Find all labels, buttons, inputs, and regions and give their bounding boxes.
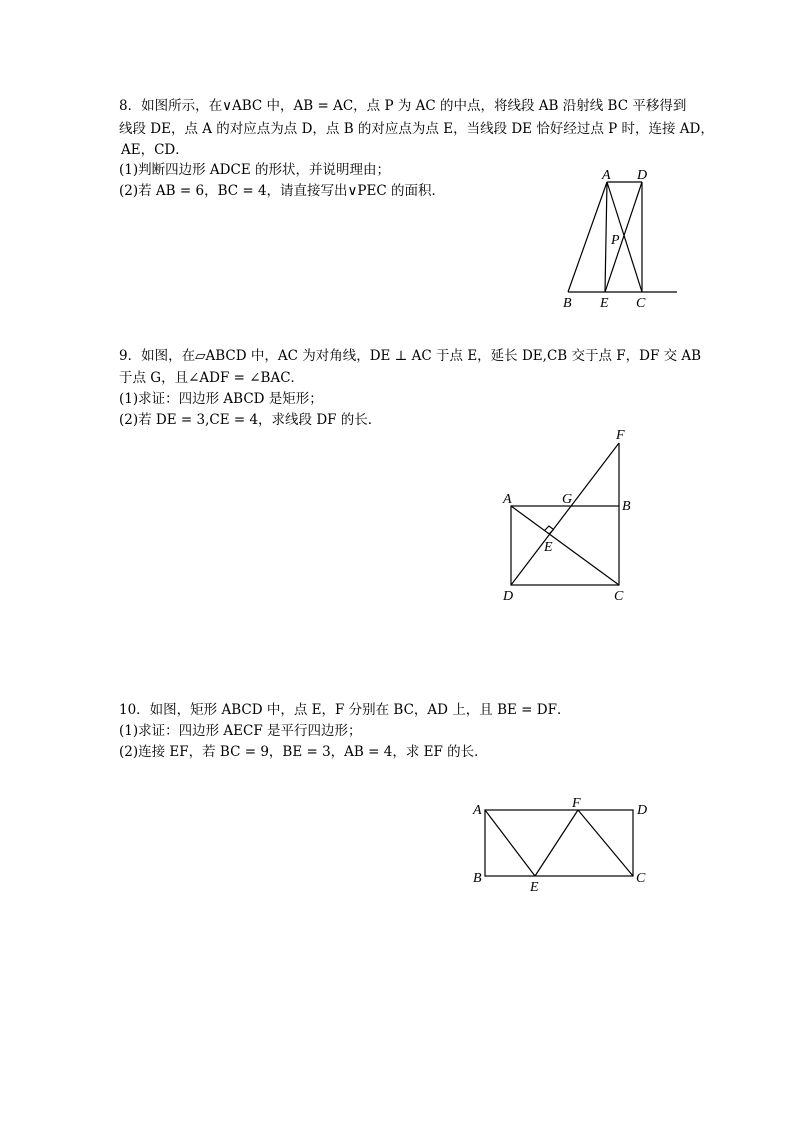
q8-line-2: 线段 DE，点 A 的对应点为点 D，点 B 的对应点为点 E，当线段 DE 恰好经过点 P 时，连接 AD， [119, 121, 714, 137]
q8-label-E: E [600, 296, 609, 311]
q8-figure [555, 160, 685, 315]
q10-line-3: (2)连接 EF，若 BC = 9，BE = 3，AB = 4，求 EF 的长． [119, 744, 488, 760]
q10-line-2: (1)求证：四边形 AECF 是平行四边形； [119, 723, 362, 739]
q9-label-G: G [562, 492, 573, 507]
q9-seg-DF [511, 443, 619, 585]
q8-label-B: B [563, 296, 572, 311]
q9-line-1: 9．如图，在▱ABCD 中，AC 为对角线，DE ⊥ AC 于点 E，延长 DE,CB 交于点 F，DF 交 AB [119, 348, 702, 364]
q9-label-F: F [616, 428, 625, 443]
q9-figure [495, 420, 645, 605]
q9-label-B: B [622, 499, 631, 514]
q10-label-F: F [572, 796, 581, 811]
q10-line-1: 10．如图，矩形 ABCD 中，点 E，F 分别在 BC，AD 上，且 BE = DF． [119, 702, 571, 718]
q9-line-3: (1)求证：四边形 ABCD 是矩形； [119, 391, 323, 407]
q8-label-C: C [636, 296, 646, 311]
q9-label-E: E [544, 540, 553, 555]
q10-label-D: D [637, 803, 648, 818]
q10-seg-FC [578, 810, 633, 876]
q10-seg-AE [485, 810, 535, 876]
q10-label-B: B [473, 871, 482, 886]
q10-seg-EF [535, 810, 578, 876]
q8-line-1: 8．如图所示，在∨ABC 中，AB = AC，点 P 为 AC 的中点，将线段 AB 沿射线 BC 平移得到 [119, 98, 687, 114]
q9-label-D: D [503, 589, 514, 604]
q10-label-A: A [473, 803, 482, 818]
q10-figure [465, 790, 665, 900]
q8-label-A: A [602, 168, 611, 183]
q8-label-D: D [637, 168, 648, 183]
q8-label-P: P [611, 233, 620, 248]
q8-line-3: AE，CD． [121, 142, 189, 158]
q10-label-E: E [530, 880, 539, 895]
q8-line-5: (2)若 AB = 6，BC = 4，请直接写出∨PEC 的面积． [119, 183, 445, 199]
q9-line-4: (2)若 DE = 3,CE = 4，求线段 DF 的长． [119, 412, 382, 428]
q8-seg-AB [568, 182, 607, 292]
q9-label-C: C [614, 589, 624, 604]
q9-line-2: 于点 G，且∠ADF = ∠BAC． [119, 370, 305, 386]
q8-line-4: (1)判断四边形 ADCE 的形状，并说明理由； [119, 162, 390, 178]
q8-seg-AE [605, 182, 607, 292]
q9-label-A: A [503, 492, 512, 507]
q10-rect-ABCD [485, 810, 633, 876]
q9-diag-AC [511, 506, 619, 585]
q10-label-C: C [636, 871, 646, 886]
